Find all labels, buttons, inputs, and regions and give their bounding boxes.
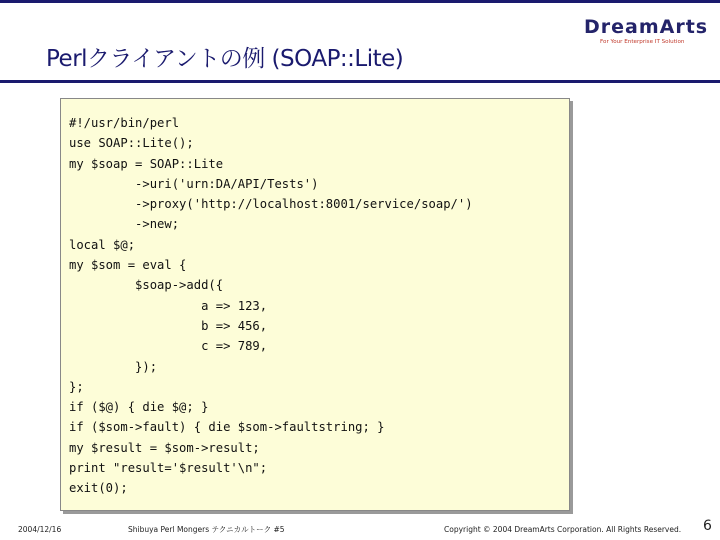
slide-title: Perlクライアントの例 (SOAP::Lite): [46, 46, 404, 72]
footer-event-name: Shibuya Perl Mongers テクニカルトーク #5: [128, 525, 285, 534]
code-line: c => 789,: [69, 339, 268, 354]
code-line: ->uri('urn:DA/API/Tests'): [69, 176, 319, 191]
code-line: use SOAP::Lite();: [69, 136, 194, 151]
title-divider: [0, 80, 720, 83]
page-number: 6: [703, 518, 712, 534]
logo-wordmark: DreamArts: [584, 16, 709, 38]
code-line: b => 456,: [69, 318, 268, 333]
footer-date: 2004/12/16: [18, 525, 62, 534]
dreamarts-logo: [584, 16, 712, 48]
code-line: if ($som->fault) { die $som->faultstring; }: [69, 420, 385, 435]
logo-tagline: For Your Enterprise IT Solution: [600, 39, 685, 45]
top-rule: [0, 0, 720, 3]
code-listing: [69, 113, 473, 499]
code-line: my $result = $som->result;: [69, 440, 260, 455]
code-line: my $soap = SOAP::Lite: [69, 156, 224, 171]
code-line: my $som = eval {: [69, 258, 187, 273]
code-line: exit(0);: [69, 481, 128, 496]
code-line: a => 123,: [69, 298, 268, 313]
code-line: print "result='$result'\n";: [69, 461, 268, 476]
code-line: local $@;: [69, 237, 136, 252]
code-line: #!/usr/bin/perl: [69, 116, 180, 130]
code-line: ->new;: [69, 217, 180, 232]
code-line: };: [69, 379, 84, 394]
code-listing-box: [60, 98, 570, 511]
code-line: });: [69, 359, 158, 374]
footer-copyright: Copyright © 2004 DreamArts Corporation. All Rights Reserved.: [444, 525, 682, 534]
code-line: ->proxy('http://localhost:8001/service/soap/'): [69, 197, 473, 212]
code-line: $soap->add({: [69, 278, 224, 293]
code-line: if ($@) { die $@; }: [69, 400, 209, 415]
